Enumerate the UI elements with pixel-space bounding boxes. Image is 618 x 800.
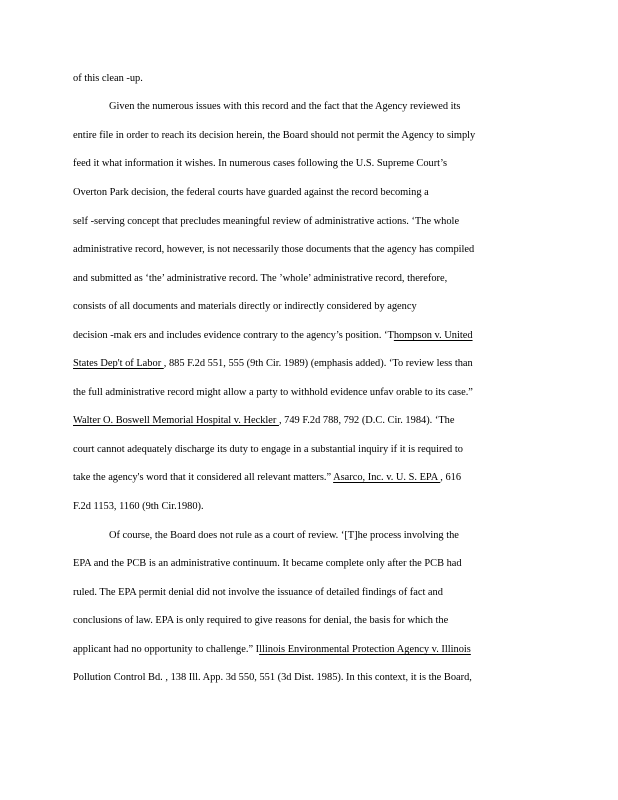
text-line: F.2d 1153, 1160 (9th Cir.1980). xyxy=(73,501,204,512)
text-line: feed it what information it wishes. In numerous cases following the U.S. Supreme Court’s xyxy=(73,158,448,169)
text-line: EPA and the PCB is an administrative continuum. It became complete only after the PCB had xyxy=(73,558,462,569)
text-line: consists of all documents and materials directly or indirectly considered by agency xyxy=(73,301,417,312)
line-text: applicant had no opportunity to challenge.” I xyxy=(73,644,260,655)
text-line: the full administrative record might allow a party to withhold evidence unfav orable to its case.” xyxy=(73,387,473,398)
text-line: administrative record, however, is not necessarily those documents that the agency has compiled xyxy=(73,244,475,255)
line-text: Pollution Control Bd. , 138 Ill. App. 3d 550, 551 (3d Dist. 1985). In this context, it is the Board, xyxy=(73,672,472,683)
text-line: ruled. The EPA permit denial did not involve the issuance of detailed findings of fact and xyxy=(73,587,443,598)
text-line: self -serving concept that precludes meaningful review of administrative actions. ‘The whole xyxy=(73,216,460,227)
case-citation: llinois Environmental Protection Agency v. Illinois xyxy=(259,644,471,655)
line-text: decision -mak ers and includes evidence contrary to the agency’s position. ‘T xyxy=(73,330,394,341)
text-line: Given the numerous issues with this record and the fact that the Agency reviewed its xyxy=(109,101,461,112)
case-citation: States Dep't of Labor xyxy=(73,358,164,369)
line-text: , 885 F.2d 551, 555 (9th Cir. 1989) (emphasis added). ‘To review less than xyxy=(163,358,473,369)
text-line xyxy=(73,415,454,427)
text-line: of this clean -up. xyxy=(73,73,143,84)
case-citation: Walter O. Boswell Memorial Hospital v. Heckler xyxy=(73,415,279,426)
text-line xyxy=(73,330,473,342)
text-line xyxy=(73,644,471,656)
text-line: and submitted as ‘the’ administrative record. The ’whole’ administrative record, therefore, xyxy=(73,273,448,284)
text-line xyxy=(73,472,461,484)
text-line: conclusions of law. EPA is only required to give reasons for denial, the basis for which the xyxy=(73,615,449,626)
text-line: entire file in order to reach its decision herein, the Board should not permit the Agency to simply xyxy=(73,130,476,141)
line-text: take the agency's word that it considered all relevant matters.” xyxy=(73,472,334,483)
text-line xyxy=(73,358,473,370)
text-line: court cannot adequately discharge its duty to engage in a substantial inquiry if it is required to xyxy=(73,444,463,455)
text-line: Overton Park decision, the federal courts have guarded against the record becoming a xyxy=(73,187,429,198)
line-text: , 749 F.2d 788, 792 (D.C. Cir. 1984). ‘The xyxy=(278,415,455,426)
text-line: Of course, the Board does not rule as a court of review. ‘[T]he process involving the xyxy=(109,530,459,541)
line-text: , 616 xyxy=(440,472,462,483)
text-line xyxy=(73,672,472,684)
case-citation: Asarco, Inc. v. U. S. EPA xyxy=(333,472,441,483)
case-citation: hompson v. United xyxy=(393,330,473,341)
